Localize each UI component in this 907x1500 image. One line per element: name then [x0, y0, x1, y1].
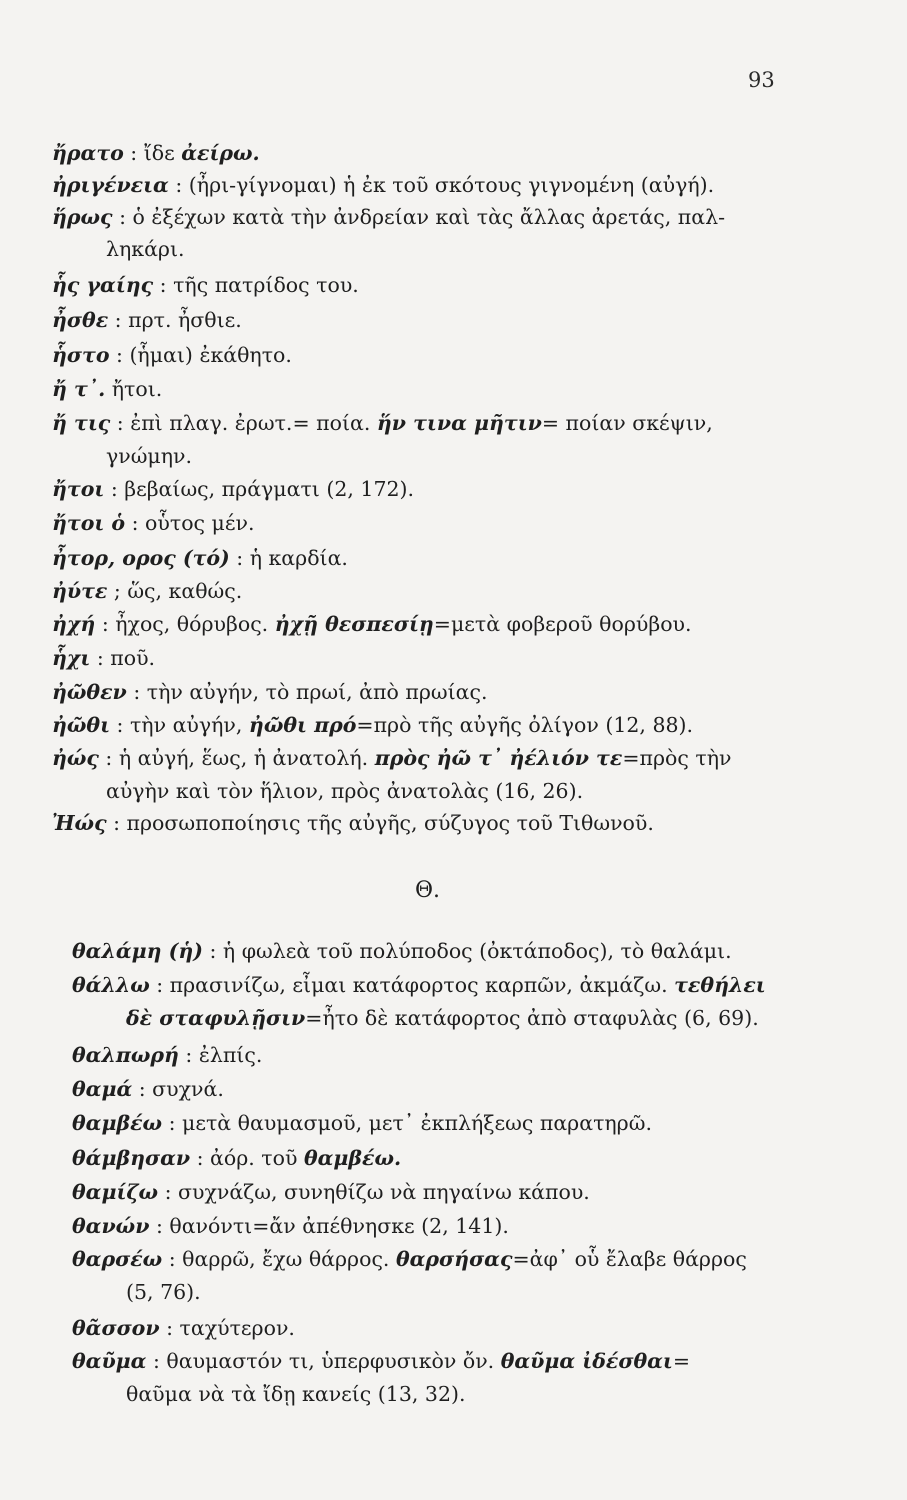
entry-line [126, 1003, 896, 1033]
headword: ἤρατο [52, 141, 124, 165]
headword: ἤτοι [52, 477, 105, 501]
headword: θᾶσσον [72, 1316, 160, 1340]
definition-text: : τὴν αὐγήν, τὸ πρωί, ἀπὸ πρωίας. [126, 680, 488, 704]
headword: ἠχή [52, 612, 96, 636]
entry-line [52, 609, 822, 639]
entry-line [52, 808, 822, 838]
definition-text: : ἴδε [123, 141, 182, 165]
entry-line [52, 643, 822, 673]
entry-line [126, 1277, 896, 1307]
headword: θαμίζω [72, 1180, 159, 1204]
definition-text: : ὁ ἐξέχων κατὰ τὴν ἀνδρείαν καὶ τὰς ἄλλας ἀρετάς, παλ- [112, 205, 726, 229]
headword: θάμβησαν [72, 1146, 191, 1170]
entry-line [52, 305, 822, 335]
entry-line [106, 776, 876, 806]
headword: ἧχι [52, 646, 91, 670]
emphasis-phrase: πρὸς ἠῶ τ᾽ ἠέλιόν τε [374, 746, 623, 770]
emphasis-phrase: ἠχῇ θεσπεσίῃ [274, 612, 434, 636]
entry-line [72, 970, 842, 1000]
entry-line [72, 1040, 842, 1070]
entry-line [126, 1379, 896, 1409]
definition-text: =ἦτο δὲ κατάφορτος ἀπὸ σταφυλὰς (6, 69). [305, 1006, 759, 1030]
entry-line [52, 340, 822, 370]
entry-line [52, 374, 822, 404]
emphasis-phrase: ἀείρω. [181, 141, 260, 165]
headword: ἤ τ᾽. [52, 377, 106, 401]
definition-text: : μετὰ θαυμασμοῦ, μετ᾽ ἐκπλήξεως παρατηρῶ. [162, 1111, 652, 1135]
definition-text: =πρὸς τὴν [622, 746, 732, 770]
headword: ἥρως [52, 205, 113, 229]
definition-text: = [672, 1349, 691, 1373]
definition-text: : (ἦρι-γίγνομαι) ἡ ἐκ τοῦ σκότους γιγνομένη (αὐγή). [168, 173, 715, 197]
section-heading: Θ. [415, 878, 441, 903]
entry-line [52, 710, 822, 740]
entry-line [72, 1108, 842, 1138]
entry-line [52, 543, 822, 573]
definition-text: : πρτ. ἦσθιε. [108, 308, 242, 332]
entry-line [106, 234, 876, 264]
emphasis-phrase: θαῦμα ἰδέσθαι [500, 1349, 673, 1373]
definition-text: : τῆς πατρίδος του. [153, 273, 359, 297]
headword: θαρσέω [72, 1247, 163, 1271]
headword: ἦσθε [52, 308, 109, 332]
entry-line [72, 936, 842, 966]
entry-line [52, 170, 822, 200]
definition-text: αὐγὴν καὶ τὸν ἥλιον, πρὸς ἀνατολὰς (16, 26). [106, 779, 584, 803]
definition-text: θαῦμα νὰ τὰ ἴδῃ κανείς (13, 32). [126, 1382, 466, 1406]
definition-text: : προσωποποίησις τῆς αὐγῆς, σύζυγος τοῦ Τιθωνοῦ. [106, 811, 654, 835]
definition-text: ἤτοι. [105, 377, 163, 401]
headword: θαῦμα [72, 1349, 147, 1373]
entry-line [72, 1177, 842, 1207]
entry-line [72, 1211, 842, 1241]
headword: θαμά [72, 1077, 133, 1101]
definition-text: : πρασινίζω, εἶμαι κατάφορτος καρπῶν, ἀκμάζω. [149, 973, 675, 997]
definition-text: = ποίαν σκέψιν, [541, 411, 713, 435]
headword: ἠῶθι [52, 713, 111, 737]
page-number: 93 [748, 68, 775, 92]
definition-text: (5, 76). [126, 1280, 201, 1304]
headword: θαλπωρή [72, 1043, 179, 1067]
definition-text: : συχνά. [132, 1077, 224, 1101]
entry-line [52, 138, 822, 168]
definition-text: : βεβαίως, πράγματι (2, 172). [104, 477, 415, 501]
entry-line [106, 441, 876, 471]
definition-text: : ἐπὶ πλαγ. ἐρωτ.= ποία. [110, 411, 377, 435]
definition-text: : θαυμαστόν τι, ὑπερφυσικὸν ὄν. [146, 1349, 501, 1373]
headword: Ἠώς [52, 811, 107, 835]
definition-text: : τὴν αὐγήν, [110, 713, 249, 737]
definition-text: : (ἧμαι) ἐκάθητο. [109, 343, 292, 367]
headword: ἠῶθεν [52, 680, 127, 704]
headword: ἠώς [52, 746, 99, 770]
entry-line [52, 474, 822, 504]
headword: ἤ τις [52, 411, 111, 435]
headword: θάλλω [72, 973, 150, 997]
entry-line [52, 677, 822, 707]
headword: ἧστο [52, 343, 110, 367]
entry-line [72, 1346, 842, 1376]
definition-text: ; ὥς, καθώς. [107, 579, 243, 603]
headword: θαμβέω [72, 1111, 163, 1135]
entry-line [52, 202, 822, 232]
headword: θανών [72, 1214, 150, 1238]
definition-text: =πρὸ τῆς αὐγῆς ὀλίγον (12, 88). [356, 713, 694, 737]
headword: ἦτορ, ορος (τό) [52, 546, 230, 570]
emphasis-phrase: θαρσήσας [395, 1247, 513, 1271]
headword: θαλάμη (ἡ) [72, 939, 203, 963]
definition-text: : θαρρῶ, ἔχω θάρρος. [162, 1247, 396, 1271]
emphasis-phrase: τεθήλει [674, 973, 766, 997]
emphasis-phrase: θαμβέω. [303, 1146, 402, 1170]
definition-text: : θανόντι=ἄν ἀπέθνησκε (2, 141). [149, 1214, 509, 1238]
entry-line [72, 1074, 842, 1104]
entry-line [52, 743, 822, 773]
entry-line [52, 576, 822, 606]
definition-text: : ἡ φωλεὰ τοῦ πολύποδος (ὀκτάποδος), τὸ θαλάμι. [202, 939, 732, 963]
definition-text: =μετὰ φοβεροῦ θορύβου. [433, 612, 692, 636]
entry-line [72, 1313, 842, 1343]
headword: ἤτοι ὁ [52, 511, 126, 535]
definition-text: : ἐλπίς. [178, 1043, 263, 1067]
definition-text: : ποῦ. [90, 646, 156, 670]
emphasis-phrase: δὲ σταφυλῇσιν [126, 1006, 306, 1030]
definition-text: : ἦχος, θόρυβος. [95, 612, 275, 636]
headword: ἧς γαίης [52, 273, 154, 297]
definition-text: : οὗτος μέν. [125, 511, 255, 535]
headword: ἠριγένεια [52, 173, 169, 197]
definition-text: : συχνάζω, συνηθίζω νὰ πηγαίνω κάπου. [158, 1180, 590, 1204]
definition-text: =ἀφ᾽ οὗ ἔλαβε θάρρος [512, 1247, 747, 1271]
emphasis-phrase: ἥν τινα μῆτιν [376, 411, 542, 435]
headword: ἠύτε [52, 579, 108, 603]
definition-text: : ταχύτερον. [159, 1316, 295, 1340]
definition-text: γνώμην. [106, 444, 193, 468]
definition-text: : ἀόρ. τοῦ [190, 1146, 304, 1170]
definition-text: ληκάρι. [106, 237, 185, 261]
entry-line [52, 408, 822, 438]
entry-line [72, 1143, 842, 1173]
definition-text: : ἡ καρδία. [229, 546, 348, 570]
emphasis-phrase: ἠῶθι πρό [248, 713, 357, 737]
definition-text: : ἡ αὐγή, ἕως, ἡ ἀνατολή. [98, 746, 375, 770]
entry-line [72, 1244, 842, 1274]
entry-line [52, 270, 822, 300]
entry-line [52, 508, 822, 538]
